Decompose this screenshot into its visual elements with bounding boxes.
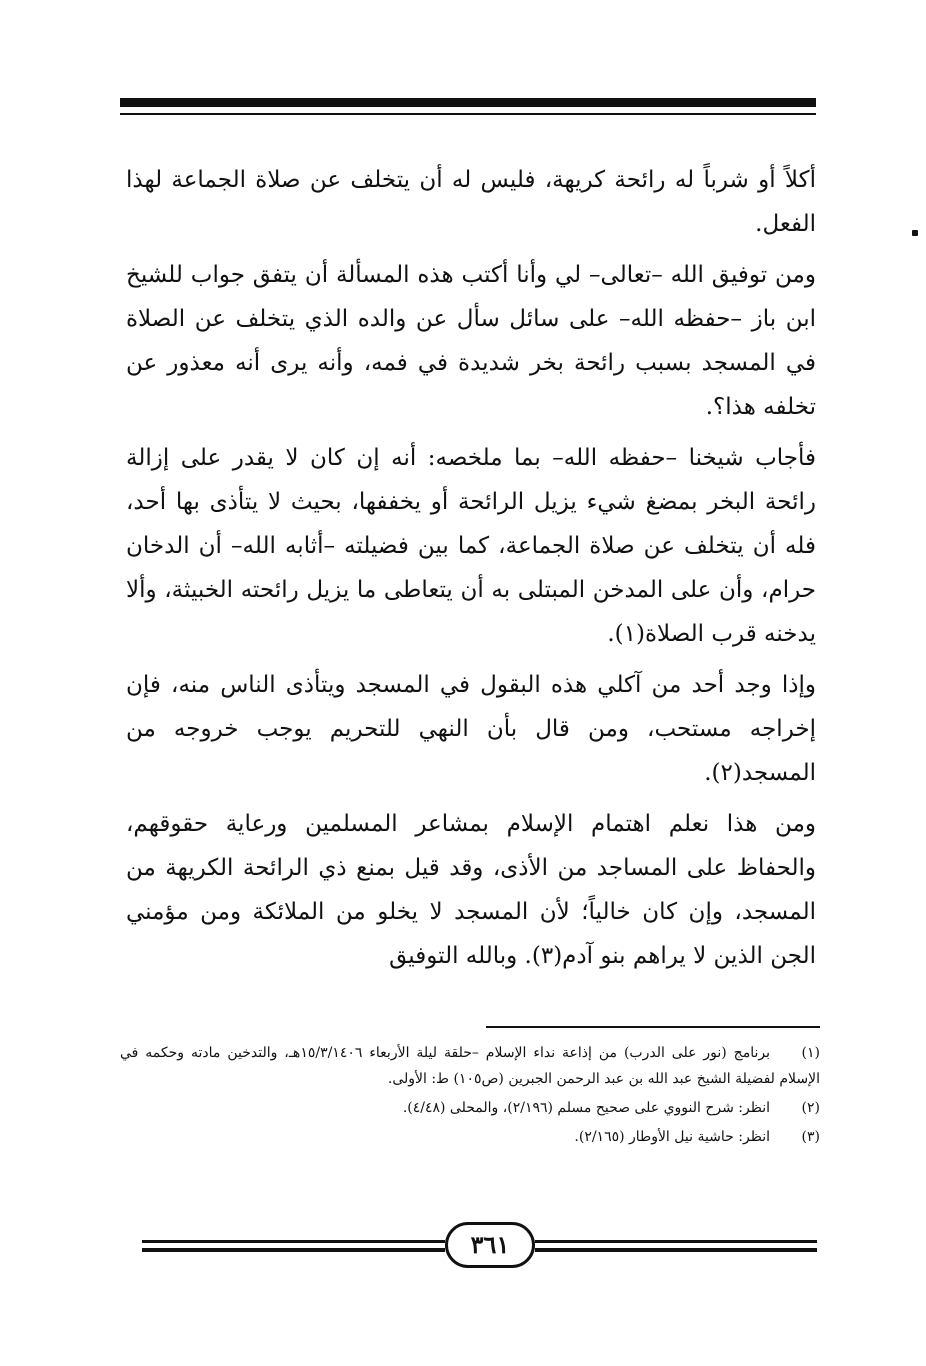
footnote	[120, 1124, 820, 1150]
footnotes	[120, 1040, 820, 1153]
header-rule-thin	[120, 113, 816, 115]
footnote-number: (١)	[801, 1045, 820, 1061]
margin-mark	[912, 230, 918, 236]
footnote-separator	[486, 1026, 820, 1028]
main-text	[126, 158, 816, 985]
footnote-text: انظر: حاشية نيل الأوطار (٢/١٦٥).	[574, 1129, 770, 1145]
footnote-number: (٣)	[801, 1129, 820, 1145]
paragraph: فأجاب شيخنا –حفظه الله– بما ملخصه: أنه إن كان لا يقدر على إزالة رائحة البخر بمضغ شيء يزيل الرائحة أو يخففها، بحيث لا يتأذى بها أحد، فله أن يتخلف عن صلاة الجماعة، كما بين فضيلته –أثابه الله– أن الدخان حرام، وأن على المدخن المبتلى به أن يتعاطى ما يزيل رائحته الخبيثة، وألا يدخنه قرب الصلاة(١).	[126, 445, 816, 647]
footer-rule-right	[535, 1248, 817, 1252]
footnote	[120, 1095, 820, 1121]
header-rule-thick	[120, 98, 816, 107]
footnote-text: برنامج (نور على الدرب) من إذاعة نداء الإسلام –حلقة ليلة الأربعاء ١٥/٣/١٤٠٦هـ، والتدخين مادته وحكمه في الإسلام لفضيلة الشيخ عبد الله بن عبد الرحمن الجبرين (ص١٠٥) ط: الأولى.	[120, 1045, 820, 1087]
paragraph: ومن هذا نعلم اهتمام الإسلام بمشاعر المسلمين ورعاية حقوقهم، والحفاظ على المساجد من الأذى، وقد قيل بمنع ذي الرائحة الكريهة من المسجد، وإن كان خالياً؛ لأن المسجد لا يخلو من الملائكة ومن مؤمني الجن الذين لا يراهم بنو آدم(٣). وبالله التوفيق	[126, 811, 816, 969]
footnote-number: (٢)	[801, 1100, 820, 1116]
footnote	[120, 1040, 820, 1092]
page-number: ٣٦١	[445, 1222, 535, 1268]
footer-rule-left	[142, 1240, 445, 1243]
paragraph: ومن توفيق الله –تعالى– لي وأنا أكتب هذه المسألة أن يتفق جواب للشيخ ابن باز –حفظه الله– على سائل سأل عن والده الذي يتخلف عن الصلاة في المسجد بسبب رائحة بخر شديدة في فمه، وأنه يرى أنه معذور عن تخلفه هذا؟.	[126, 262, 816, 420]
paragraph: أكلاً أو شرباً له رائحة كريهة، فليس له أن يتخلف عن صلاة الجماعة لهذا الفعل.	[126, 167, 816, 237]
footnote-text: انظر: شرح النووي على صحيح مسلم (٢/١٩٦)، والمحلى (٤/٤٨).	[402, 1100, 770, 1116]
footer-rule-left	[142, 1248, 445, 1252]
footer-rule-right	[535, 1240, 817, 1243]
paragraph: وإذا وجد أحد من آكلي هذه البقول في المسجد ويتأذى الناس منه، فإن إخراجه مستحب، ومن قال بأن النهي للتحريم يوجب خروجه من المسجد(٢).	[126, 672, 816, 786]
